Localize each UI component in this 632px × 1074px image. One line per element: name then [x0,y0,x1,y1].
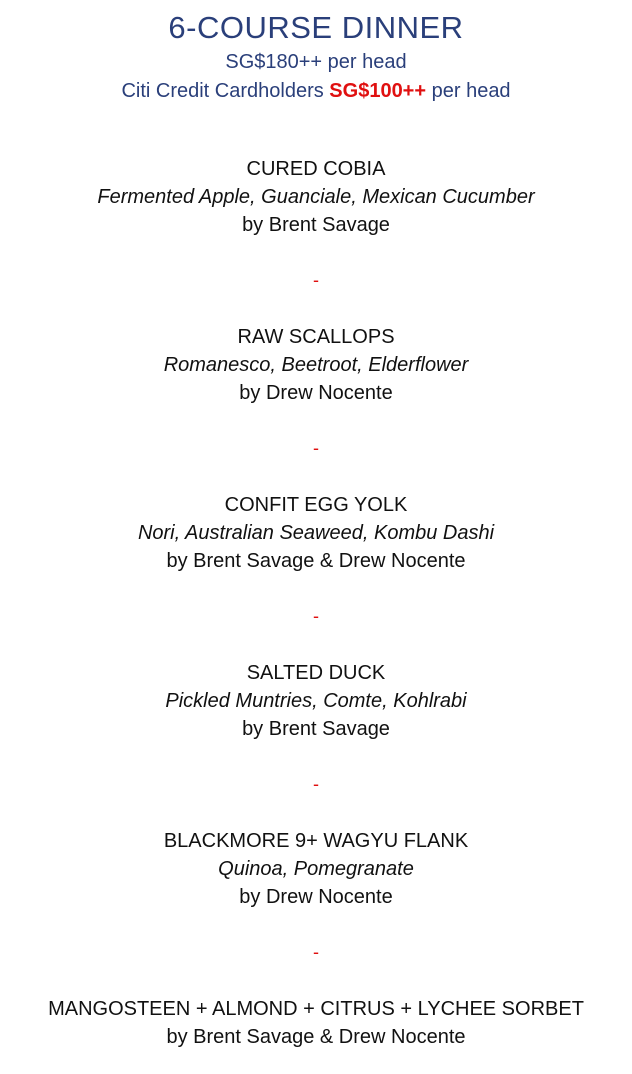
course-description: Quinoa, Pomegranate [218,858,414,880]
course-name: CONFIT EGG YOLK [224,494,408,516]
cardholder-price-amount: SG$100++ [329,80,427,102]
course-name: SALTED DUCK [246,662,386,684]
menu-header [0,8,632,106]
course-separator: - [313,438,319,458]
course-name: MANGOSTEEN + ALMOND + CITRUS + LYCHEE SORBET [48,998,584,1020]
course-separator: - [313,270,319,290]
course-item [0,155,632,239]
course-item [0,323,632,407]
cardholder-price-suffix: per head [426,80,511,102]
course-item [0,491,632,575]
course-description: Fermented Apple, Guanciale, Mexican Cucumber [97,186,535,208]
course-separator: - [313,606,319,626]
course-item [0,995,632,1051]
course-description: Nori, Australian Seaweed, Kombu Dashi [137,522,495,544]
course-chef: by Brent Savage & Drew Nocente [166,1026,466,1048]
course-chef: by Drew Nocente [239,886,393,908]
course-separator: - [313,774,319,794]
course-item [0,827,632,911]
course-name: CURED COBIA [246,158,386,180]
course-name: BLACKMORE 9+ WAGYU FLANK [163,830,469,852]
course-description: Pickled Muntries, Comte, Kohlrabi [165,690,467,712]
cardholder-price [0,77,632,106]
course-chef: by Brent Savage & Drew Nocente [166,550,466,572]
course-chef: by Drew Nocente [239,382,393,404]
course-chef: by Brent Savage [242,718,390,740]
cardholder-price-prefix: Citi Credit Cardholders [121,80,330,102]
course-description: Romanesco, Beetroot, Elderflower [163,354,469,376]
page-title: 6-COURSE DINNER [168,10,464,45]
course-name: RAW SCALLOPS [237,326,395,348]
course-chef: by Brent Savage [242,214,390,236]
course-separator: - [313,942,319,962]
regular-price: SG$180++ per head [225,51,407,73]
course-item [0,659,632,743]
